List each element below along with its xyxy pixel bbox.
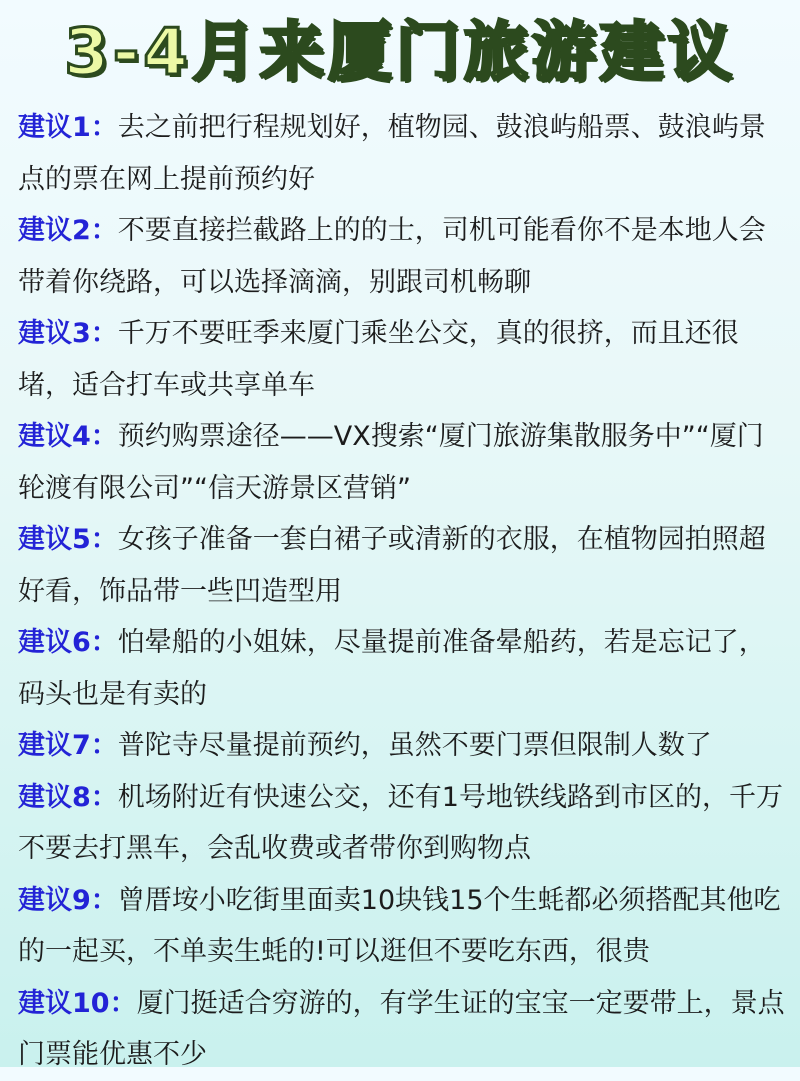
suggestion-label: 建议10： [18,987,137,1019]
suggestion-list [18,102,788,1081]
page-title: 3-4月来厦门旅游建议 [64,16,736,90]
suggestion-text: 不要直接拦截路上的的士，司机可能看你不是本地人会带着你绕路，可以选择滴滴，别跟司机畅聊 [18,215,766,298]
suggestion-label: 建议7： [18,730,118,761]
suggestion-item-8 [18,772,788,875]
suggestion-item-3 [18,308,788,411]
suggestion-item-6 [18,617,788,720]
suggestion-label: 建议1： [18,112,118,143]
suggestion-label: 建议8： [18,781,118,813]
suggestion-text: 普陀寺尽量提前预约，虽然不要门票但限制人数了 [117,730,712,761]
suggestion-item-9 [18,875,788,978]
suggestion-label: 建议9： [18,884,118,916]
suggestion-item-4 [18,411,788,514]
suggestion-text: 曾厝垵小吃街里面卖10块钱15个生蚝都必须搭配其他吃的一起买，不单卖生蚝的!可以逛但不要吃东西，很贵 [18,884,781,967]
suggestion-item-2 [18,205,788,308]
suggestion-item-10 [18,978,788,1081]
suggestion-item-7 [18,720,788,772]
suggestion-text: 女孩子准备一套白裙子或清新的衣服，在植物园拍照超好看，饰品带一些凹造型用 [18,524,766,607]
suggestion-text: 厦门挺适合穷游的，有学生证的宝宝一定要带上，景点门票能优惠不少 [18,987,785,1070]
suggestion-label: 建议6： [18,627,118,658]
suggestion-item-1 [18,102,788,205]
suggestion-text: 机场附近有快速公交，还有1号地铁线路到市区的，千万不要去打黑车，会乱收费或者带你到购物点 [18,781,783,864]
suggestion-text: 千万不要旺季来厦门乘坐公交，真的很挤，而且还很堵，适合打车或共享单车 [18,318,739,401]
suggestion-label: 建议4： [18,421,118,452]
suggestion-label: 建议2： [18,215,118,246]
suggestion-label: 建议3： [18,318,118,349]
suggestion-text: 去之前把行程规划好，植物园、鼓浪屿船票、鼓浪屿景点的票在网上提前预约好 [18,112,766,195]
suggestion-text: 预约购票途径——VX搜索“厦门旅游集散服务中”“厦门轮渡有限公司”“信天游景区营销” [18,421,764,504]
suggestion-label: 建议5： [18,524,118,555]
suggestion-item-5 [18,514,788,617]
suggestion-text: 怕晕船的小姐妹，尽量提前准备晕船药，若是忘记了，码头也是有卖的 [18,627,766,710]
